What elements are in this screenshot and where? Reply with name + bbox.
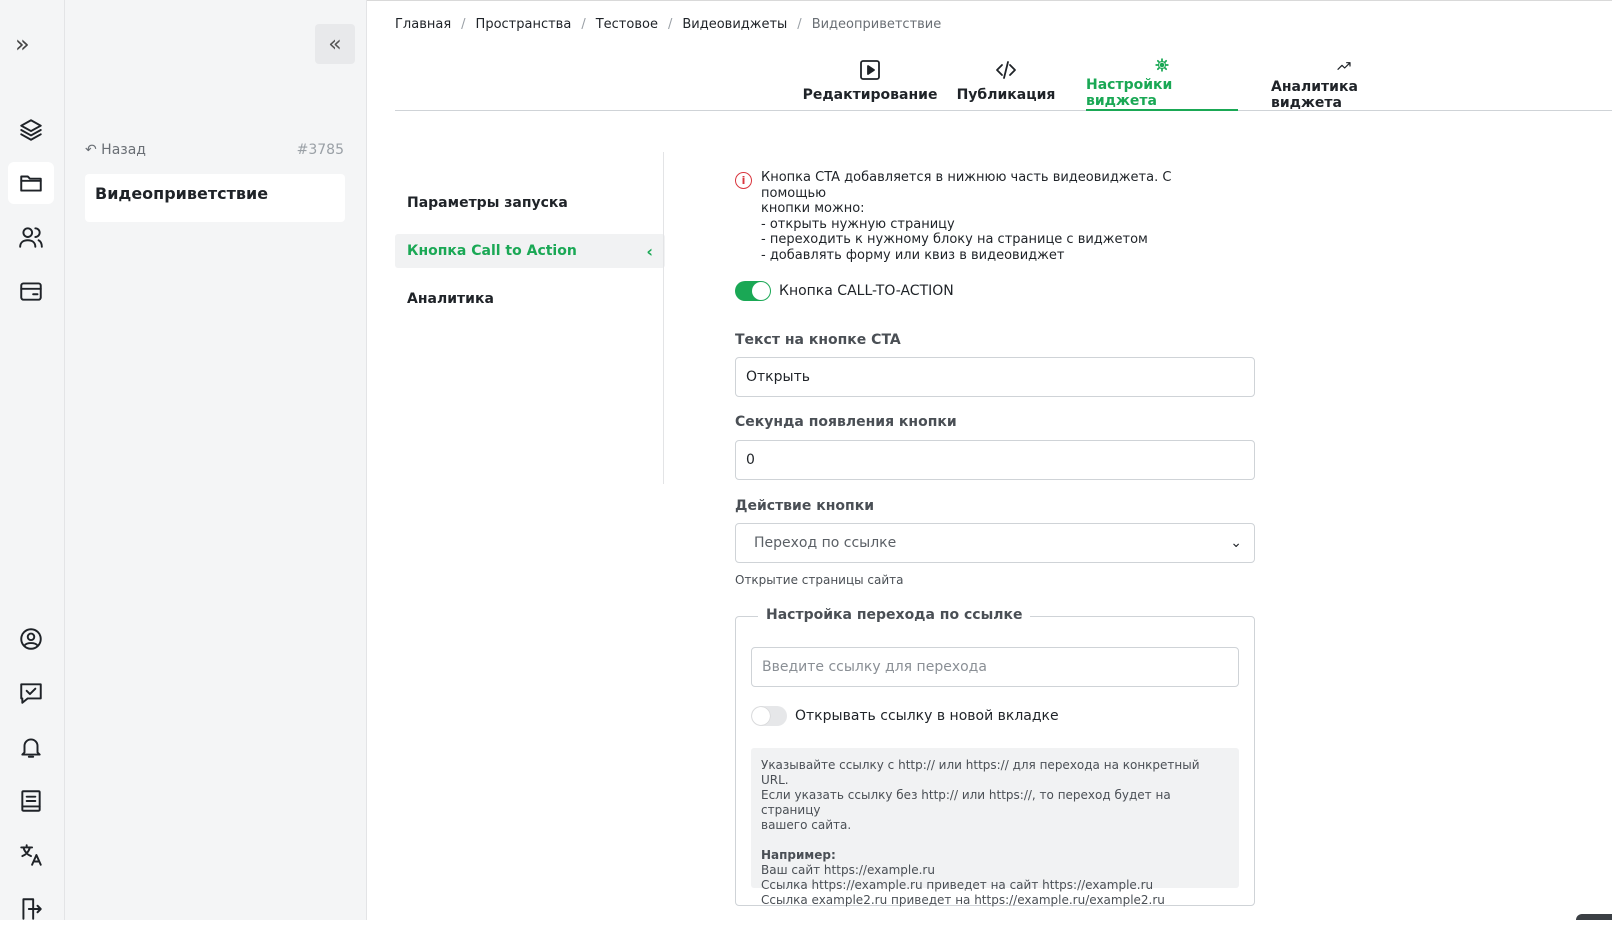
note-line: Ссылка example2.ru приведет на https://example.ru/example2.ru [761,893,1229,908]
link-settings-group [735,616,1255,906]
trend-icon [1332,58,1356,74]
gear-icon [1150,58,1174,72]
settings-subnav [395,186,665,330]
subnav-launch-params[interactable] [395,186,665,220]
expand-icon[interactable]: » [15,30,26,58]
action-hint: Открытие страницы сайта [735,573,904,587]
subnav-analytics[interactable] [395,282,665,316]
breadcrumb-widgets[interactable]: Видеовиджеты [682,17,787,32]
breadcrumb [395,17,941,32]
breadcrumb-test[interactable]: Тестовое [596,17,658,32]
breadcrumb-separator: / [461,17,465,32]
appear-second-input[interactable]: 0 [735,440,1255,480]
cta-settings-form [735,170,1255,263]
cta-toggle-switch[interactable] [735,281,771,301]
tab-widget-settings[interactable] [1086,52,1238,111]
tab-label: Настройки виджета [1086,77,1238,109]
translate-icon[interactable] [8,834,54,876]
logout-icon[interactable] [8,888,54,930]
note-line: Если указать ссылку без http:// или https://, то переход будет на страницу [761,788,1229,818]
collapse-sidebar-button[interactable]: « [315,24,355,64]
icon-rail [0,0,65,920]
link-url-input[interactable]: Введите ссылку для перехода [751,647,1239,687]
folder-icon[interactable] [8,162,54,204]
info-line: кнопки можно: [761,201,1235,217]
info-line: - добавлять форму или квиз в видеовиджет [761,248,1235,264]
note-example-title: Например: [761,848,1229,863]
bell-icon[interactable] [8,726,54,768]
new-tab-toggle-switch[interactable] [751,706,787,726]
link-help-note [751,748,1239,888]
current-item-card[interactable]: Видеоприветствие [85,174,345,222]
cta-toggle-label: Кнопка CALL-TO-ACTION [779,283,954,299]
action-select[interactable] [735,523,1255,563]
tab-label: Аналитика виджета [1271,79,1417,111]
back-link[interactable]: ↶ Назад [85,142,146,158]
subnav-label: Параметры запуска [407,195,568,211]
tab-label: Редактирование [803,87,938,103]
note-line: Указывайте ссылку с http:// или https:// для перехода на конкретный URL. [761,758,1229,788]
subnav-cta-button[interactable] [395,234,665,268]
wallet-icon[interactable] [8,270,54,312]
info-icon: i [735,172,752,189]
new-tab-toggle-row [751,706,1059,726]
profile-icon[interactable] [8,618,54,660]
info-line: Кнопка CTA добавляется в нижнюю часть видеовиджета. С помощью [761,170,1235,201]
info-line: - открыть нужную страницу [761,217,1235,233]
link-settings-legend: Настройка перехода по ссылке [758,607,1030,623]
subnav-label: Аналитика [407,291,494,307]
action-select-value: Переход по ссылке [754,535,896,551]
vertical-divider [663,152,664,484]
tab-widget-analytics[interactable] [1271,52,1417,111]
tab-edit[interactable] [811,52,929,111]
chevron-left-icon: ‹ [646,242,653,261]
item-id: #3785 [297,142,344,158]
action-label: Действие кнопки [735,498,874,514]
breadcrumb-home[interactable]: Главная [395,17,451,32]
note-line: Ссылка https://example.ru приведет на сайт https://example.ru [761,878,1229,893]
cta-text-label: Текст на кнопке CTA [735,332,901,348]
tab-label: Публикация [957,87,1056,103]
play-icon [858,58,882,82]
breadcrumb-separator: / [668,17,672,32]
corner-widget [1576,914,1612,920]
secondary-sidebar [65,0,367,920]
note-line: Ваш сайт https://example.ru [761,863,1229,878]
breadcrumb-current: Видеоприветствие [812,17,942,32]
breadcrumb-spaces[interactable]: Пространства [476,17,572,32]
cta-text-input[interactable]: Открыть [735,357,1255,397]
cta-toggle-row [735,281,954,301]
subnav-label: Кнопка Call to Action [407,243,577,259]
note-line: вашего сайта. [761,818,1229,833]
breadcrumb-separator: / [797,17,801,32]
info-message [735,170,1235,263]
info-line: - переходить к нужному блоку на странице с виджетом [761,232,1235,248]
tab-bar [395,52,1612,111]
chevron-down-icon: ⌄ [1230,535,1242,551]
breadcrumb-separator: / [581,17,585,32]
tasks-icon[interactable] [8,672,54,714]
new-tab-toggle-label: Открывать ссылку в новой вкладке [795,708,1059,724]
layers-icon[interactable] [8,109,54,151]
code-icon [994,58,1018,82]
appear-second-label: Секунда появления кнопки [735,414,957,430]
users-icon[interactable] [8,216,54,258]
tab-publish[interactable] [961,52,1051,111]
book-icon[interactable] [8,780,54,822]
